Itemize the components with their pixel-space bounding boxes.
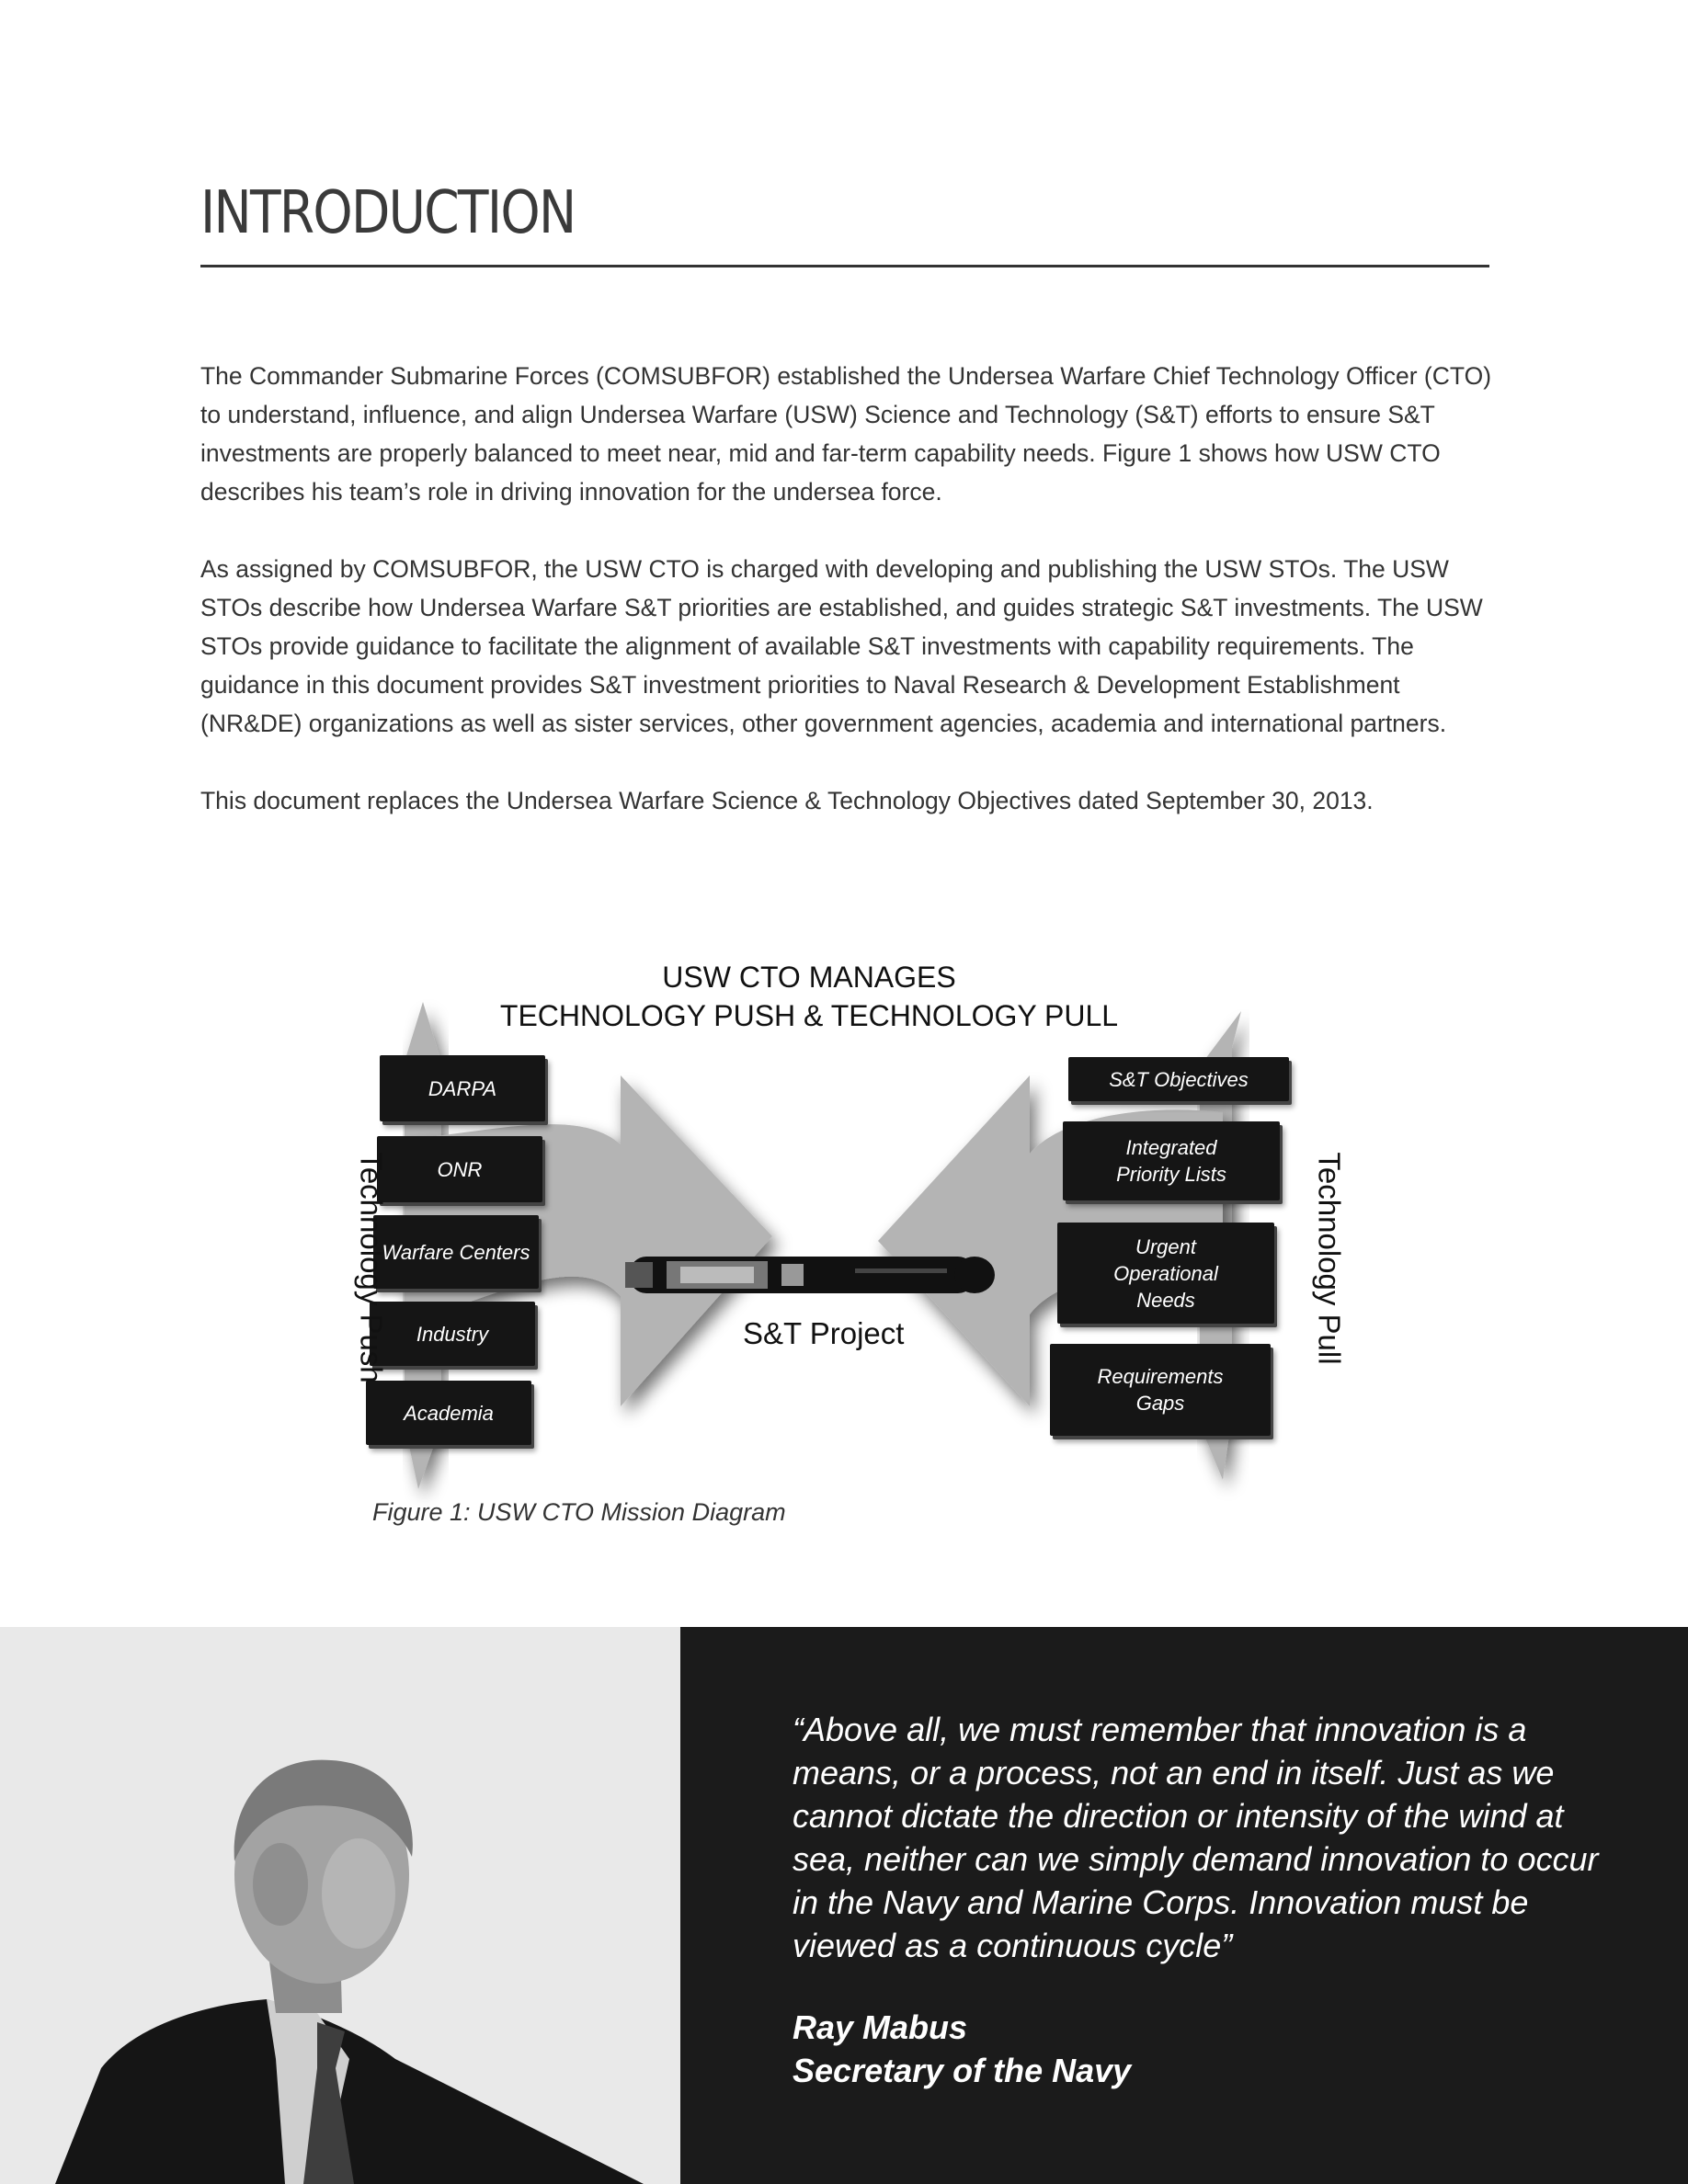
push-box-academia: Academia bbox=[366, 1381, 531, 1445]
page-title: INTRODUCTION bbox=[200, 179, 576, 247]
author-title: Secretary of the Navy bbox=[793, 2052, 1132, 2089]
author-name: Ray Mabus bbox=[793, 2008, 968, 2046]
quote-author bbox=[793, 2006, 1131, 2092]
technology-pull-label: Technology Pull bbox=[1312, 1152, 1347, 1365]
pull-box-st-objectives: S&T Objectives bbox=[1068, 1057, 1289, 1101]
figure-caption: Figure 1: USW CTO Mission Diagram bbox=[372, 1498, 786, 1526]
diagram-title-line-2: TECHNOLOGY PUSH & TECHNOLOGY PULL bbox=[499, 999, 1119, 1032]
paragraph-1: The Commander Submarine Forces (COMSUBFOR) established the Undersea Warfare Chief Technology Officer (CTO) to understand, influence, and align Undersea Warfare (USW) Science and Technology (S&T) efforts to ensure S&T investments are properly balanced to meet near, mid and far-term capability needs. Figure 1 shows how USW CTO describes his team’s role in driving innovation for the undersea force. bbox=[200, 362, 1492, 506]
mission-diagram bbox=[303, 947, 1361, 1507]
technology-push-label: Technology Push bbox=[354, 1152, 389, 1383]
pull-box-requirements-gaps: Requirements Gaps bbox=[1050, 1344, 1271, 1436]
quote-text: “Above all, we must remember that innovation is a means, or a process, not an end in itself. Just as we cannot dictate the direction or intensity of the wind at sea, neither can we simply demand innovation to occur in the Navy and Marine Corps. Innovation must be viewed as a continuous cycle” bbox=[793, 1711, 1599, 1964]
push-box-warfare-centers: Warfare Centers bbox=[373, 1215, 539, 1289]
diagram-title-line-1: USW CTO MANAGES bbox=[662, 961, 956, 994]
paragraph-3: This document replaces the Undersea Warfare Science & Technology Objectives dated September 30, 2013. bbox=[200, 787, 1374, 814]
torpedo-image bbox=[625, 1257, 995, 1293]
push-box-industry: Industry bbox=[370, 1302, 535, 1366]
portrait-photo bbox=[0, 1627, 680, 2184]
push-box-darpa: DARPA bbox=[380, 1055, 545, 1121]
intro-body bbox=[200, 357, 1497, 859]
pull-box-urgent-operational-needs: Urgent Operational Needs bbox=[1057, 1223, 1274, 1324]
pull-box-integrated-priority-lists: Integrated Priority Lists bbox=[1063, 1121, 1280, 1200]
title-divider bbox=[200, 265, 1489, 267]
quote-panel bbox=[680, 1627, 1688, 2184]
push-box-onr: ONR bbox=[377, 1136, 542, 1202]
paragraph-2: As assigned by COMSUBFOR, the USW CTO is charged with developing and publishing the USW STOs. The USW STOs describe how Undersea Warfare S&T priorities are established, and guides strategic S&T investments. The USW STOs provide guidance to facilitate the alignment of available S&T investments with capability requirements. The guidance in this document provides S&T investment priorities to Naval Research & Development Establishment (NR&DE) organizations as well as sister services, other government agencies, academia and international partners. bbox=[200, 555, 1483, 737]
st-project-label: S&T Project bbox=[743, 1316, 905, 1350]
